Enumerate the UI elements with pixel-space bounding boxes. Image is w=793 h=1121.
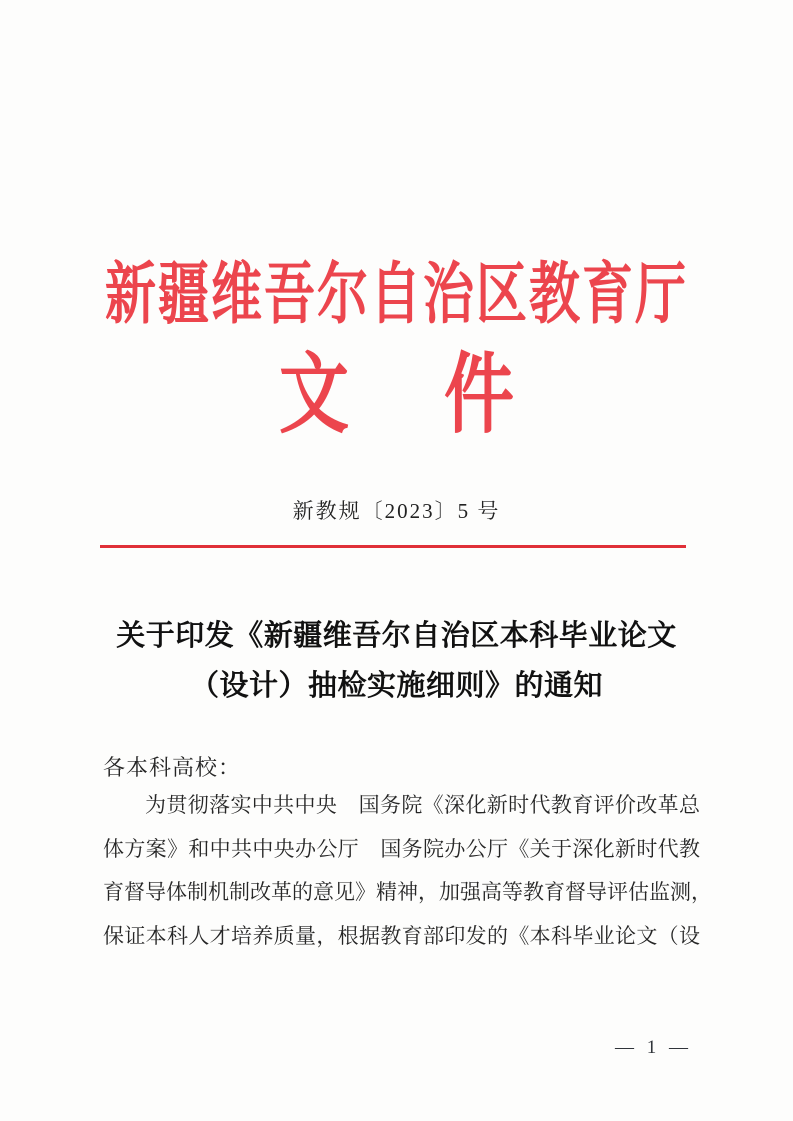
document-title-line1: 关于印发《新疆维吾尔自治区本科毕业论文 <box>116 620 677 652</box>
document-title-line2: （设计）抽检实施细则》的通知 <box>189 670 603 702</box>
doc-type-char-jian: 件 <box>444 348 514 445</box>
paragraph-line: 保证本科人才培养质量，根据教育部印发的《本科毕业论文（设 <box>103 923 700 948</box>
body-paragraph <box>103 784 712 958</box>
paragraph-line: 育督导体制机制改革的意见》精神，加强高等教育督导评估监测， <box>103 880 712 904</box>
paragraph-line: 体方案》和中共中央办公厅 国务院办公厅《关于深化新时代教 <box>103 836 700 861</box>
paragraph-line: 为贯彻落实中共中央 国务院《深化新时代教育评价改革总 <box>145 793 700 817</box>
red-divider-line <box>100 545 686 548</box>
doc-type-char-wen: 文 <box>279 348 349 445</box>
letterhead-org-name: 新疆维吾尔自治区教育厅 <box>104 259 688 333</box>
page-number: — 1 — <box>615 1037 692 1058</box>
salutation: 各本科高校： <box>103 755 242 780</box>
letterhead-doc-type-label <box>0 348 793 445</box>
document-title <box>0 611 793 711</box>
document-reference-number: 新教规〔2023〕5 号 <box>292 499 501 523</box>
